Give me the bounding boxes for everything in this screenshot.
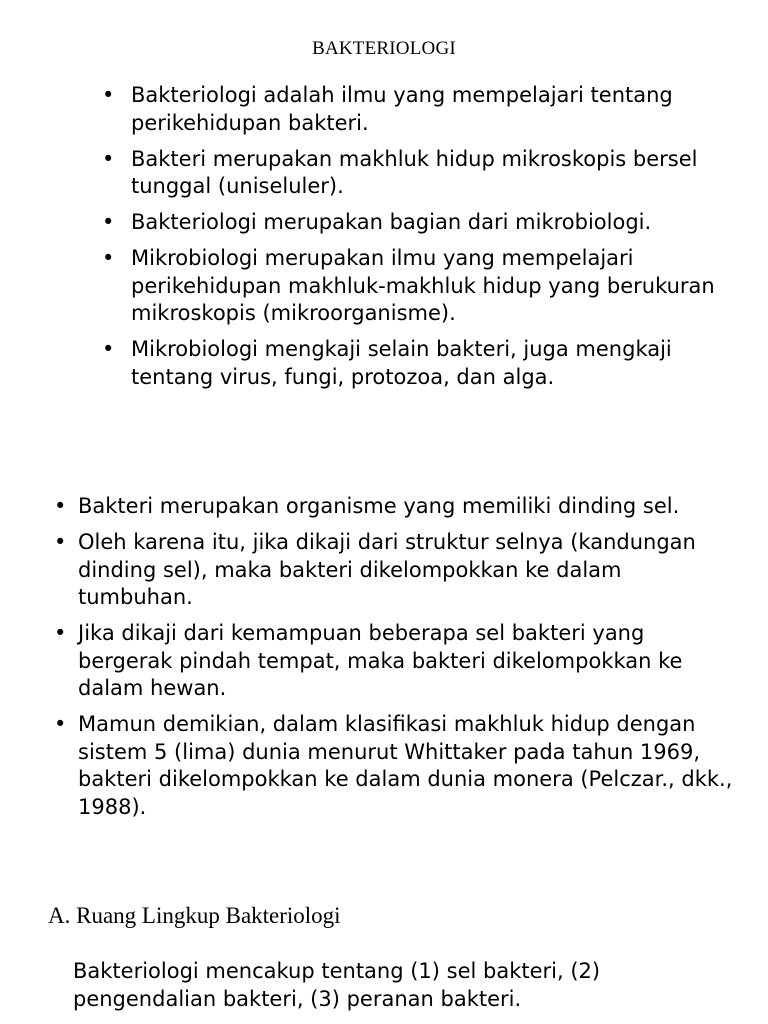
list-item-text: Jika dikaji dari kemampuan beberapa sel bakteri yang bergerak pindah tempat, maka bakteri dikelompokkan ke dalam hewan.: [78, 621, 683, 700]
list-item: [54, 711, 738, 821]
bullet-icon: •: [102, 146, 115, 171]
list-item: [102, 245, 731, 328]
bullet-icon: •: [54, 530, 67, 554]
bullet-list-intro: [102, 82, 731, 400]
list-item-text: Bakteriologi adalah ilmu yang mempelajari tentang perikehidupan bakteri.: [131, 83, 673, 135]
list-item: [102, 146, 731, 201]
page-title: BAKTERIOLOGI: [312, 38, 456, 59]
bullet-list-classification: [54, 493, 738, 830]
list-item-text: Bakteri merupakan organisme yang memiliki dinding sel.: [78, 494, 680, 518]
section-heading: A. Ruang Lingkup Bakteriologi: [48, 903, 341, 928]
list-item: [54, 493, 738, 521]
bullet-icon: •: [54, 494, 67, 518]
list-item: [102, 82, 731, 137]
list-item-text: Bakteriologi merupakan bagian dari mikrobiologi.: [131, 210, 652, 234]
list-item: [102, 209, 731, 237]
list-item: [54, 529, 738, 612]
bullet-icon: •: [54, 621, 67, 645]
bullet-icon: •: [54, 712, 67, 736]
list-item: [54, 620, 738, 703]
list-item-text: Bakteri merupakan makhluk hidup mikroskopis bersel tunggal (uniseluler).: [131, 146, 698, 198]
bullet-icon: •: [102, 210, 115, 234]
section-paragraph: Bakteriologi mencakup tentang (1) sel bakteri, (2) pengendalian bakteri, (3) peranan bakteri.: [73, 959, 601, 1011]
bullet-icon: •: [102, 337, 115, 361]
bullet-icon: •: [102, 83, 115, 107]
list-item: [102, 336, 731, 391]
list-item-text: Mamun demikian, dalam klasifikasi makhluk hidup dengan sistem 5 (lima) dunia menurut Whittaker pada tahun 1969, bakteri dikelompokkan ke dalam dunia monera (Pelczar., dkk., 1988).: [78, 712, 733, 819]
list-item-text: Mikrobiologi mengkaji selain bakteri, juga mengkaji tentang virus, fungi, protozoa, dan alga.: [131, 337, 672, 389]
list-item-text: Mikrobiologi merupakan ilmu yang mempelajari perikehidupan makhluk-makhluk hidup yang berukuran mikroskopis (mikroorganisme).: [131, 246, 715, 325]
bullet-icon: •: [102, 246, 115, 270]
list-item-text: Oleh karena itu, jika dikaji dari struktur selnya (kandungan dinding sel), maka bakteri dikelompokkan ke dalam tumbuhan.: [78, 530, 696, 609]
